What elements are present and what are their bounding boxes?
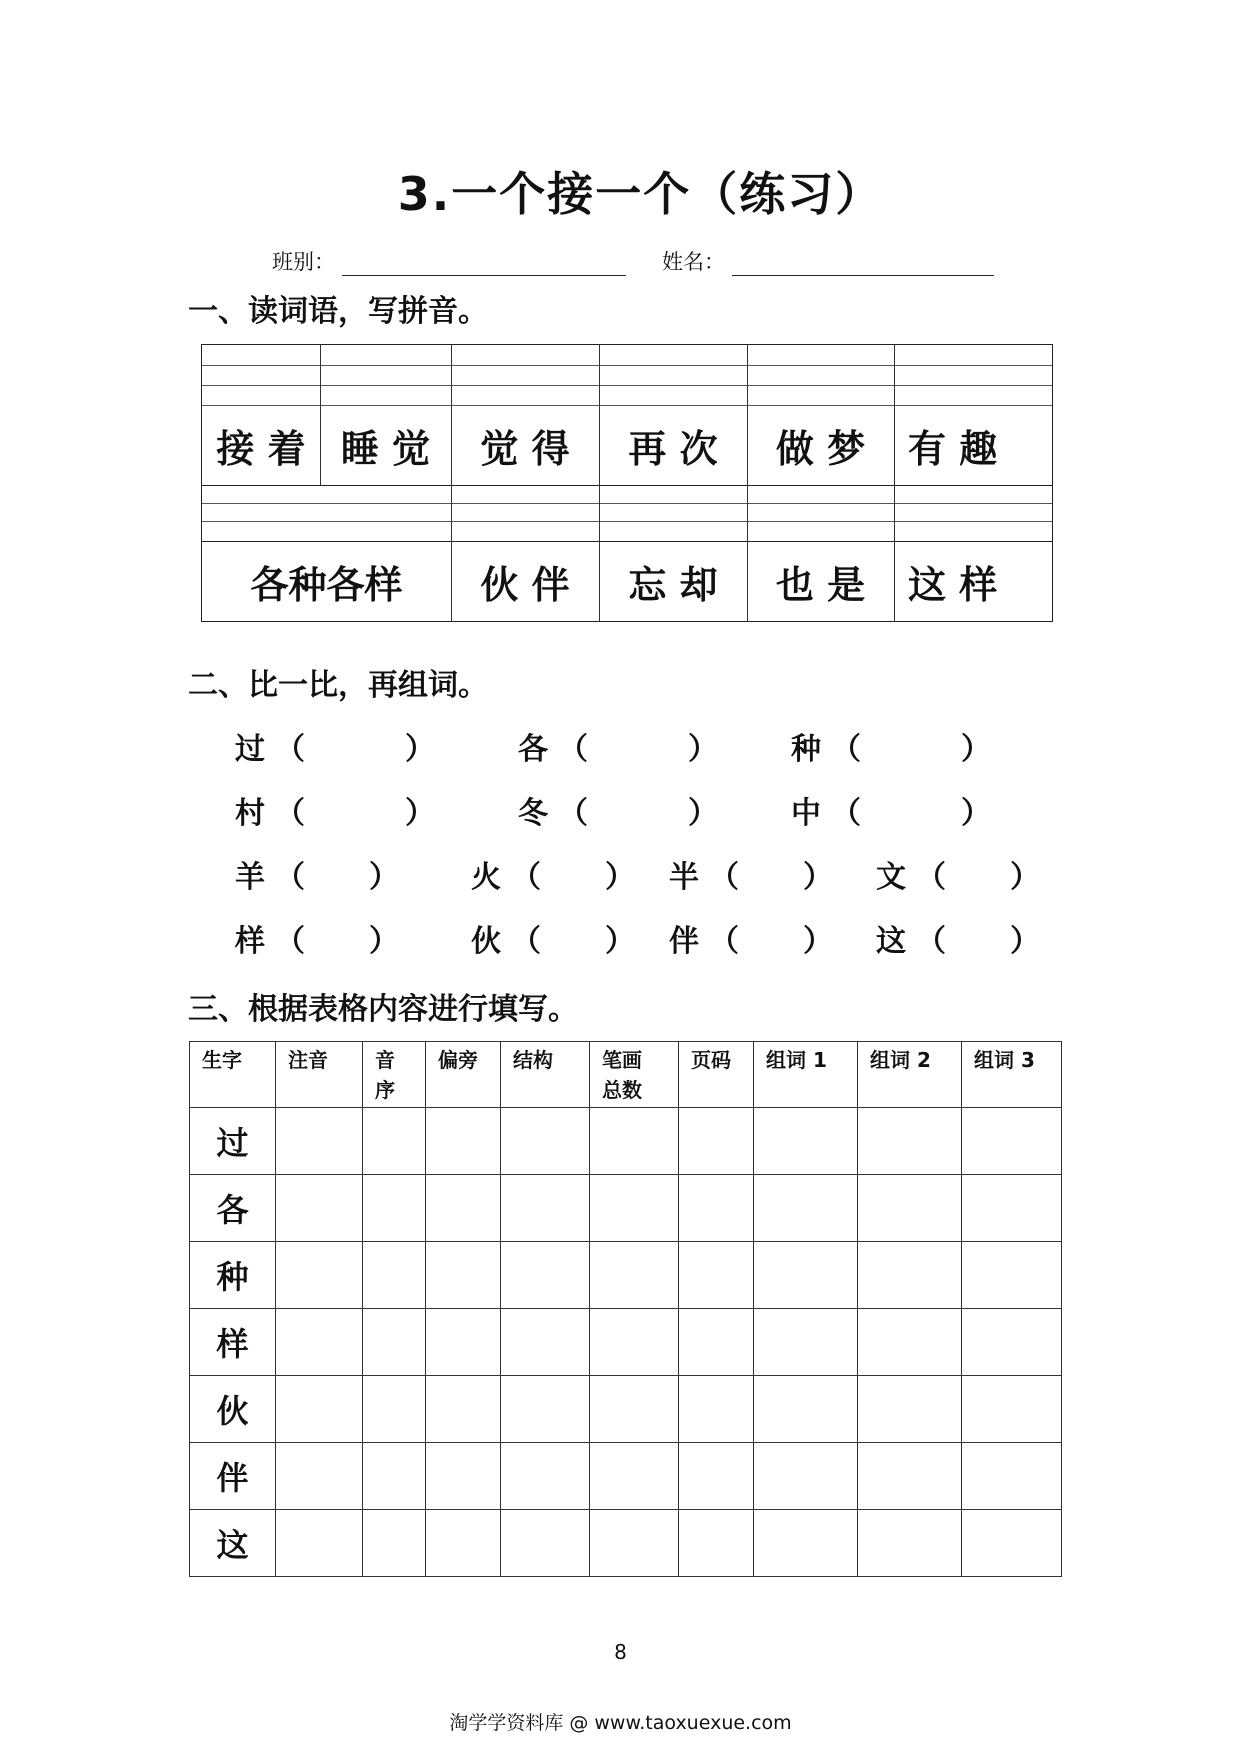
paren-open: （ <box>831 796 861 831</box>
paren-open: （ <box>275 796 305 831</box>
paren-open: （ <box>511 860 541 895</box>
paren-open: （ <box>709 860 739 895</box>
fill-cell[interactable] <box>590 1175 679 1242</box>
paren-close: ） <box>1010 860 1040 895</box>
class-label: 班别： <box>272 250 335 274</box>
fill-cell[interactable] <box>363 1242 426 1309</box>
char-cell: 各 <box>190 1175 276 1242</box>
paren-close: ） <box>688 796 718 831</box>
paren-open: （ <box>916 924 946 959</box>
character-table <box>189 1041 1062 1577</box>
char-cell: 样 <box>190 1309 276 1376</box>
fill-cell[interactable] <box>962 1510 1062 1577</box>
fill-cell[interactable] <box>962 1443 1062 1510</box>
table-row <box>190 1108 1062 1175</box>
paren-close: ） <box>961 796 991 831</box>
fill-cell[interactable] <box>962 1108 1062 1175</box>
name-field <box>662 246 994 276</box>
fill-cell[interactable] <box>858 1175 962 1242</box>
fill-cell[interactable] <box>276 1443 363 1510</box>
fill-cell[interactable] <box>858 1510 962 1577</box>
fill-cell[interactable] <box>501 1242 590 1309</box>
fill-cell[interactable] <box>501 1175 590 1242</box>
table-row <box>190 1309 1062 1376</box>
compare-char: 这 <box>876 924 906 959</box>
paren-close: ） <box>803 860 833 895</box>
paren-open: （ <box>831 732 861 767</box>
table-row <box>190 1443 1062 1510</box>
section1-heading: 一、读词语，写拼音。 <box>188 294 488 329</box>
fill-cell[interactable] <box>590 1108 679 1175</box>
fill-cell[interactable] <box>962 1376 1062 1443</box>
paren-close: ） <box>605 924 635 959</box>
header-cell: 注音 <box>276 1042 363 1108</box>
fill-cell[interactable] <box>962 1309 1062 1376</box>
paren-open: （ <box>558 796 588 831</box>
fill-cell[interactable] <box>276 1376 363 1443</box>
compare-char: 伴 <box>669 924 699 959</box>
compare-char: 过 <box>235 732 265 767</box>
header-cell: 结构 <box>501 1042 590 1108</box>
header-cell: 组词 3 <box>962 1042 1062 1108</box>
class-field <box>272 246 626 276</box>
paren-open: （ <box>275 924 305 959</box>
fill-cell[interactable] <box>962 1242 1062 1309</box>
word-cell: 觉 得 <box>480 426 570 471</box>
compare-char: 种 <box>791 732 821 767</box>
fill-cell[interactable] <box>276 1510 363 1577</box>
compare-char: 样 <box>235 924 265 959</box>
paren-open: （ <box>275 860 305 895</box>
compare-char: 火 <box>471 860 501 895</box>
word-cell: 各种各样 <box>250 562 403 607</box>
compare-char: 各 <box>518 732 548 767</box>
paren-open: （ <box>916 860 946 895</box>
char-cell: 过 <box>190 1108 276 1175</box>
fill-cell[interactable] <box>590 1510 679 1577</box>
fill-cell[interactable] <box>426 1510 501 1577</box>
fill-cell[interactable] <box>276 1309 363 1376</box>
paren-close: ） <box>605 860 635 895</box>
fill-cell[interactable] <box>679 1175 754 1242</box>
header-cell: 偏旁 <box>426 1042 501 1108</box>
paren-close: ） <box>688 732 718 767</box>
fill-cell[interactable] <box>754 1376 858 1443</box>
paren-close: ） <box>961 732 991 767</box>
fill-cell[interactable] <box>363 1175 426 1242</box>
char-cell: 种 <box>190 1242 276 1309</box>
fill-cell[interactable] <box>501 1108 590 1175</box>
fill-cell[interactable] <box>426 1108 501 1175</box>
char-cell: 伴 <box>190 1443 276 1510</box>
header-cell: 页码 <box>679 1042 754 1108</box>
fill-cell[interactable] <box>363 1443 426 1510</box>
paren-open: （ <box>511 924 541 959</box>
fill-cell[interactable] <box>679 1242 754 1309</box>
paren-close: ） <box>405 732 435 767</box>
fill-cell[interactable] <box>590 1309 679 1376</box>
fill-cell[interactable] <box>858 1376 962 1443</box>
fill-cell[interactable] <box>858 1309 962 1376</box>
fill-cell[interactable] <box>679 1376 754 1443</box>
fill-cell[interactable] <box>590 1242 679 1309</box>
fill-cell[interactable] <box>962 1175 1062 1242</box>
fill-cell[interactable] <box>363 1510 426 1577</box>
char-cell: 伙 <box>190 1376 276 1443</box>
paren-open: （ <box>275 732 305 767</box>
paren-close: ） <box>369 860 399 895</box>
fill-cell[interactable] <box>501 1443 590 1510</box>
fill-cell[interactable] <box>426 1443 501 1510</box>
fill-cell[interactable] <box>590 1376 679 1443</box>
fill-cell[interactable] <box>754 1309 858 1376</box>
fill-cell[interactable] <box>754 1510 858 1577</box>
fill-cell[interactable] <box>501 1309 590 1376</box>
header-cell: 组词 2 <box>858 1042 962 1108</box>
table-header-row <box>190 1042 1062 1108</box>
fill-cell[interactable] <box>679 1108 754 1175</box>
fill-cell[interactable] <box>276 1175 363 1242</box>
fill-cell[interactable] <box>858 1108 962 1175</box>
table-row <box>190 1376 1062 1443</box>
compare-char: 中 <box>791 796 821 831</box>
fill-cell[interactable] <box>426 1175 501 1242</box>
fill-cell[interactable] <box>501 1510 590 1577</box>
class-input-line[interactable] <box>342 255 626 276</box>
fill-cell[interactable] <box>590 1443 679 1510</box>
fill-cell[interactable] <box>276 1108 363 1175</box>
compare-char: 文 <box>876 860 906 895</box>
word-cell: 再 次 <box>628 426 718 471</box>
section3-heading: 三、根据表格内容进行填写。 <box>188 992 578 1027</box>
fill-cell[interactable] <box>426 1376 501 1443</box>
word-cell: 也 是 <box>775 562 866 607</box>
paren-close: ） <box>405 796 435 831</box>
compare-char: 村 <box>235 796 265 831</box>
compare-char: 羊 <box>235 860 265 895</box>
word-cell: 做 梦 <box>775 426 866 471</box>
fill-cell[interactable] <box>363 1376 426 1443</box>
word-cell: 有 趣 <box>908 426 998 471</box>
page-number: 8 <box>614 1640 627 1664</box>
fill-cell[interactable] <box>858 1443 962 1510</box>
paren-open: （ <box>558 732 588 767</box>
name-input-line[interactable] <box>732 255 994 276</box>
fill-cell[interactable] <box>426 1309 501 1376</box>
compare-char: 伙 <box>471 924 501 959</box>
paren-close: ） <box>1010 924 1040 959</box>
fill-cell[interactable] <box>679 1309 754 1376</box>
fill-cell[interactable] <box>754 1443 858 1510</box>
fill-cell[interactable] <box>754 1175 858 1242</box>
table-row <box>190 1175 1062 1242</box>
fill-cell[interactable] <box>276 1242 363 1309</box>
header-cell: 笔画 总数 <box>590 1042 679 1108</box>
word-cell: 这 样 <box>908 562 998 607</box>
fill-cell[interactable] <box>754 1242 858 1309</box>
header-cell: 组词 1 <box>754 1042 858 1108</box>
header-cell: 生字 <box>190 1042 276 1108</box>
paren-open: （ <box>709 924 739 959</box>
fill-cell[interactable] <box>858 1242 962 1309</box>
pinyin-table <box>201 344 1053 622</box>
fill-cell[interactable] <box>363 1309 426 1376</box>
fill-cell[interactable] <box>754 1108 858 1175</box>
fill-cell[interactable] <box>679 1443 754 1510</box>
word-cell: 接 着 <box>216 426 306 471</box>
fill-cell[interactable] <box>501 1376 590 1443</box>
header-cell: 音 序 <box>363 1042 426 1108</box>
table-row <box>190 1242 1062 1309</box>
table-row <box>190 1510 1062 1577</box>
page-title: 3.一个接一个（练习） <box>397 167 884 221</box>
word-cell: 伙 伴 <box>480 562 570 607</box>
name-label: 姓名： <box>662 250 725 274</box>
fill-cell[interactable] <box>426 1242 501 1309</box>
word-cell: 忘 却 <box>628 562 718 607</box>
word-cell: 睡 觉 <box>340 426 431 471</box>
paren-close: ） <box>369 924 399 959</box>
footer-watermark: 淘学学资料库 @ www.taoxuexue.com <box>449 1712 792 1734</box>
fill-cell[interactable] <box>679 1510 754 1577</box>
fill-cell[interactable] <box>363 1108 426 1175</box>
compare-char: 半 <box>669 860 699 895</box>
section2-heading: 二、比一比，再组词。 <box>188 668 488 703</box>
char-cell: 这 <box>190 1510 276 1577</box>
compare-char: 冬 <box>518 796 548 831</box>
paren-close: ） <box>803 924 833 959</box>
